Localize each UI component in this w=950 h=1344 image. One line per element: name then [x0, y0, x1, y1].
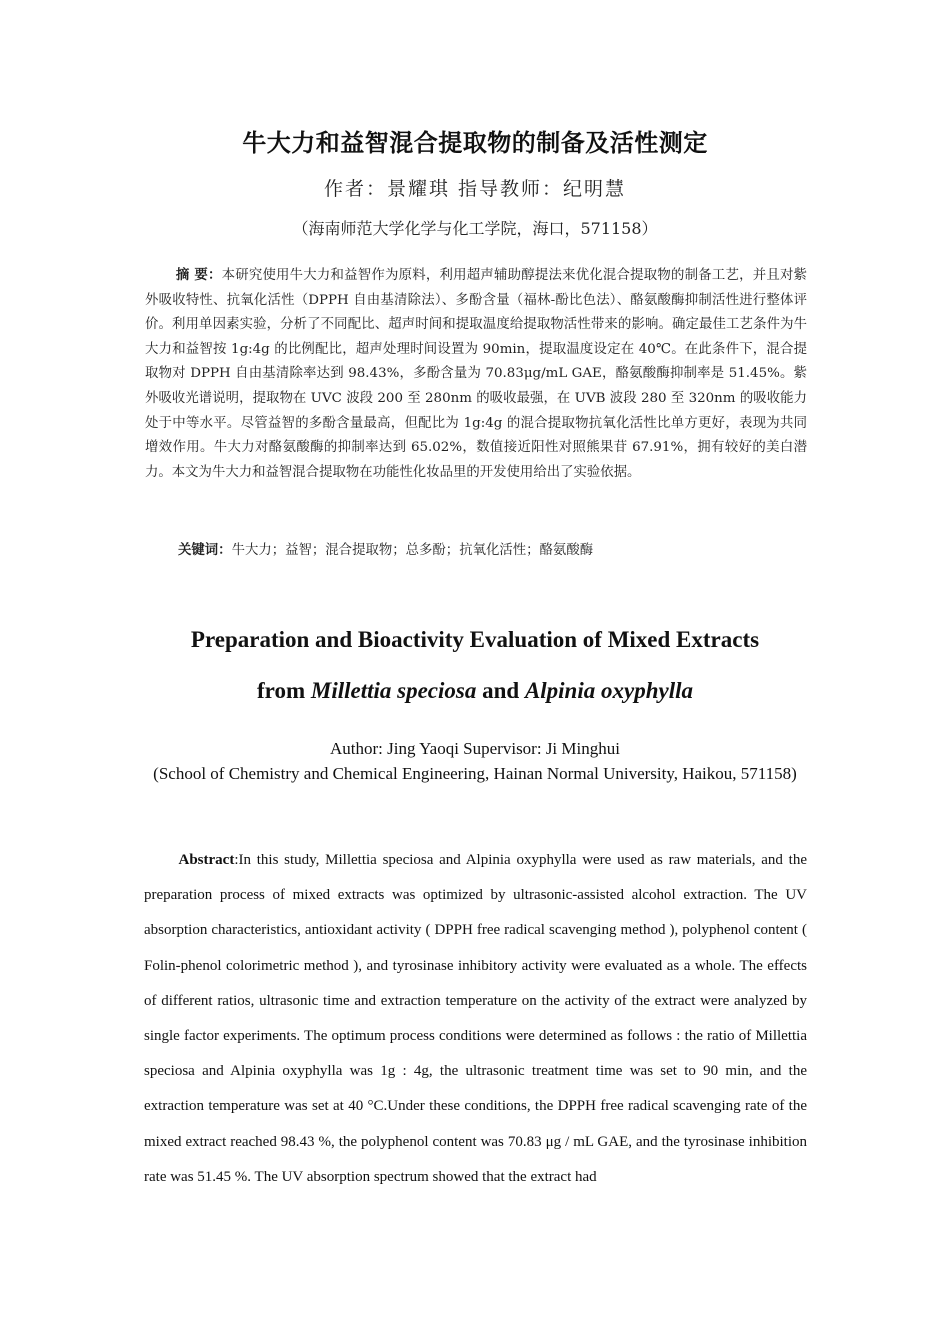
english-abstract-label: Abstract	[178, 852, 235, 868]
chinese-author-line: 作者：景耀琪 指导教师：纪明慧	[323, 178, 627, 200]
english-title-line2	[0, 665, 950, 716]
species-name-2: Alpinia oxyphylla	[524, 678, 693, 703]
chinese-affiliation: （海南师范大学化学与化工学院，海口，571158）	[292, 219, 658, 238]
english-title	[0, 614, 950, 716]
english-abstract	[144, 843, 807, 1195]
chinese-abstract-label: 摘 要：	[175, 268, 222, 283]
chinese-keywords	[178, 539, 808, 563]
chinese-abstract	[145, 264, 807, 485]
english-title-line1: Preparation and Bioactivity Evaluation of Mixed Extracts	[190, 627, 760, 652]
species-name-1: Millettia speciosa	[310, 678, 477, 703]
english-title-from: from	[257, 678, 311, 703]
chinese-abstract-text: 本研究使用牛大力和益智作为原料，利用超声辅助醇提法来优化混合提取物的制备工艺，并且对紫外吸收特性、抗氧化活性（DPPH 自由基清除法）、多酚含量（福林-酚比色法）、酪氨酸酶抑制活性进行整体评价。利用单因素实验，分析了不同配比、超声时间和提取温度给提取物活性带来的影响。确定最佳工艺条件为牛大力和益智按 1g:4g 的比例配比，超声处理时间设置为 90min，提取温度设定在 40℃。在此条件下，混合提取物对 DPPH 自由基清除率达到 98.43%，多酚含量为 70.83μg/mL GAE，酪氨酸酶抑制率是 51.45%。紫外吸收光谱说明，提取物在 UVC 波段 200 至 280nm 的吸收最强，在 UVB 波段 280 至 320nm 的吸收能力处于中等水平。尽管益智的多酚含量最高，但配比为 1g:4g 的混合提取物抗氧化活性比单方更好，表现为共同增效作用。牛大力对酪氨酸酶的抑制率达到 65.02%，数值接近阳性对照熊果苷 67.91%，拥有较好的美白潜力。本文为牛大力和益智混合提取物在功能性化妆品里的开发使用给出了实验依据。	[145, 268, 808, 480]
chinese-keywords-text: 牛大力；益智；混合提取物；总多酚；抗氧化活性；酪氨酸酶	[231, 543, 594, 558]
chinese-keywords-label: 关键词：	[178, 543, 232, 558]
chinese-title: 牛大力和益智混合提取物的制备及活性测定	[242, 129, 708, 157]
english-title-and: and	[476, 678, 525, 703]
english-affiliation: (School of Chemistry and Chemical Engineering, Hainan Normal University, Haikou, 571158)	[153, 764, 797, 783]
english-abstract-text: :In this study, Millettia speciosa and Alpinia oxyphylla were used as raw materials, and the preparation process of mixed extracts was optimized by ultrasonic-assisted alcohol extraction. The UV absorption characteristics, antioxidant activity ( DPPH free radical scavenging method ), polyphenol content ( Folin-phenol colorimetric method ), and tyrosinase inhibitory activity were evaluated as a whole. The effects of different ratios, ultrasonic time and extraction temperature on the activity of the extract were analyzed by single factor experiments. The optimum process conditions were determined as follows : the ratio of Millettia speciosa and Alpinia oxyphylla was 1g : 4g, the ultrasonic treatment time was set to 90 min, and the extraction temperature was set at 40 °C.Under these conditions, the DPPH free radical scavenging rate of the mixed extract reached 98.43 %, the polyphenol content was 70.83 μg / mL GAE, and the tyrosinase inhibition rate was 51.45 %. The UV absorption spectrum showed that the extract had	[144, 852, 807, 1185]
english-author-line: Author: Jing Yaoqi Supervisor: Ji Minghui	[330, 739, 620, 758]
